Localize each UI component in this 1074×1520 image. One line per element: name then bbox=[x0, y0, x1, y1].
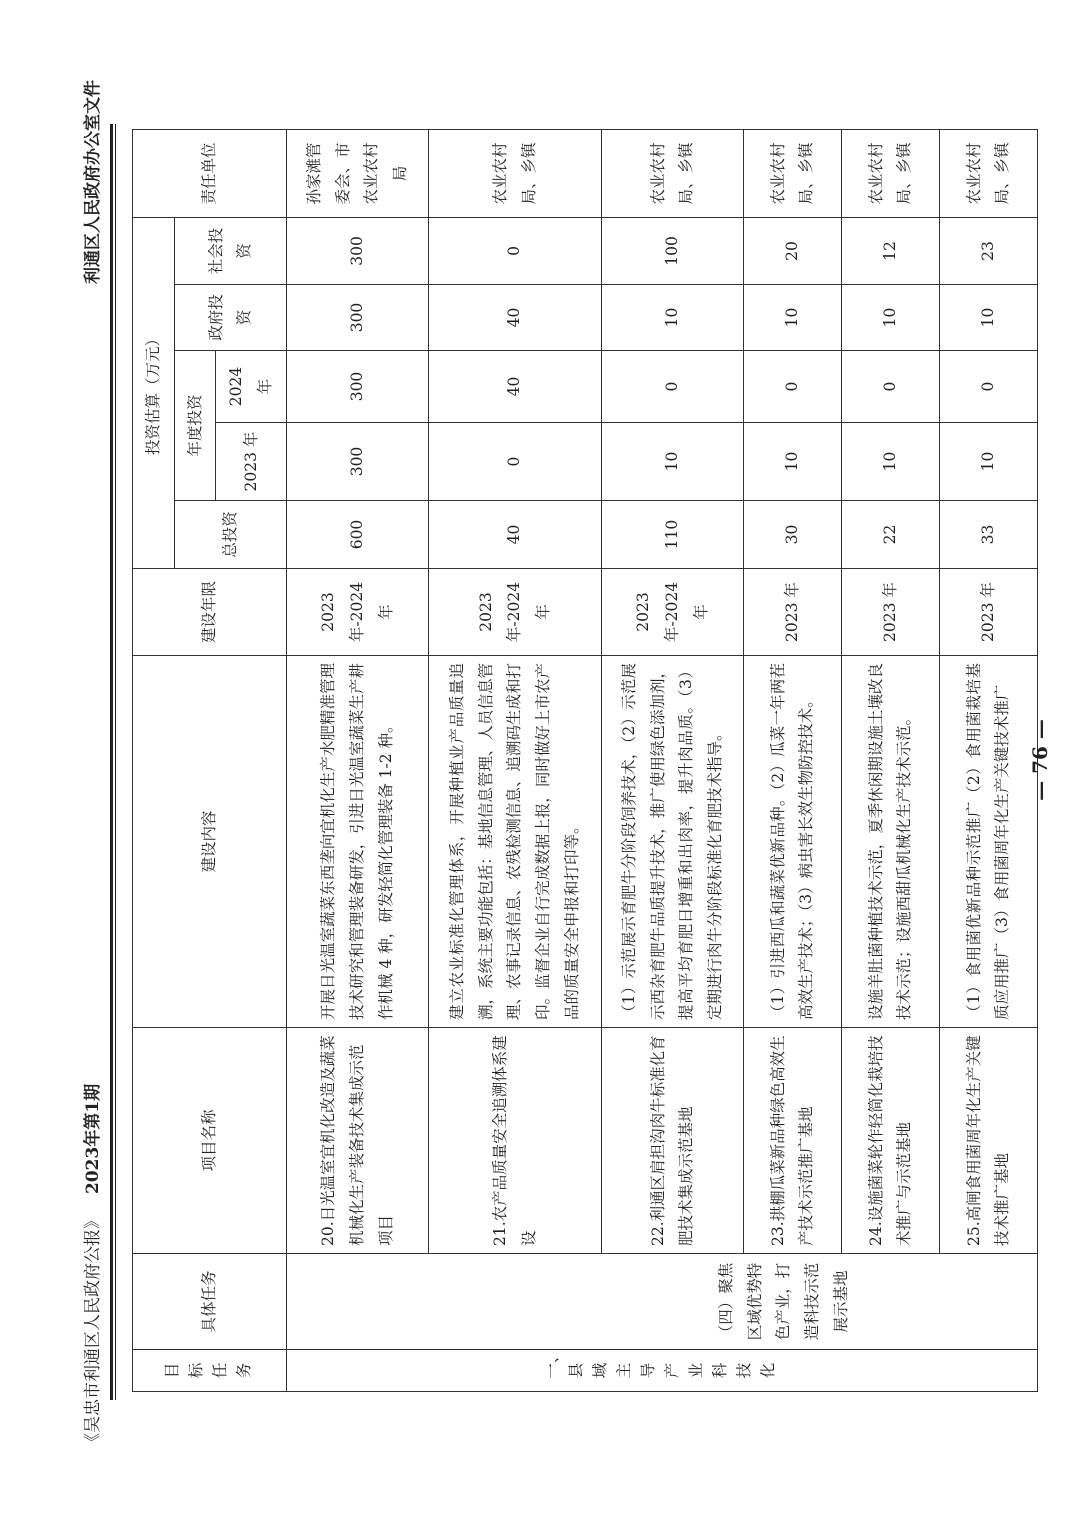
project-period: 2023 年-2024 年 bbox=[428, 569, 601, 656]
responsible-unit: 农业农村局、乡镇 bbox=[743, 129, 841, 217]
investment-2023: 0 bbox=[428, 423, 601, 501]
social-investment: 300 bbox=[286, 217, 428, 284]
project-content: 开展日光温室蔬菜东西垄向宜机化生产水肥精准管理技术研究和管理装备研发，引进日光温室蔬菜生产耕作机械 4 种，研发轻简化管理装备 1-2 种。 bbox=[286, 656, 428, 1028]
responsible-unit: 农业农村局、乡镇 bbox=[841, 129, 939, 217]
investment-2023: 10 bbox=[601, 423, 743, 501]
gov-investment: 10 bbox=[939, 285, 1037, 351]
issue-number: 2023年第1期 bbox=[83, 1083, 103, 1194]
header-2023: 2023 年 bbox=[216, 423, 286, 501]
responsible-unit: 农业农村局、乡镇 bbox=[428, 129, 601, 217]
target-cell: 一、县域主导产业科技化 bbox=[286, 1350, 1037, 1392]
project-table bbox=[132, 129, 1038, 1392]
investment-2024: 0 bbox=[939, 351, 1037, 423]
header-rule-thin bbox=[115, 124, 116, 1400]
social-investment: 12 bbox=[841, 217, 939, 284]
responsible-unit: 孙家滩管委会、市农业农村局 bbox=[286, 129, 428, 217]
investment-2024: 40 bbox=[428, 351, 601, 423]
header-unit: 责任单位 bbox=[133, 129, 287, 217]
header-gov: 政府投资 bbox=[174, 285, 286, 351]
project-content: （1）引进西瓜和蔬菜优新品种。（2）瓜菜一年两茬高效生产技术；（3）病虫害长效生物防控技术。 bbox=[743, 656, 841, 1028]
gov-investment: 10 bbox=[743, 285, 841, 351]
header-target: 目标任务 bbox=[133, 1350, 287, 1392]
gov-investment: 10 bbox=[601, 285, 743, 351]
investment-2024: 0 bbox=[841, 351, 939, 423]
project-period: 2023 年 bbox=[743, 569, 841, 656]
investment-2024: 0 bbox=[743, 351, 841, 423]
publication-name: 《吴忠市利通区人民政府公报》 bbox=[83, 1212, 103, 1450]
gov-investment: 10 bbox=[841, 285, 939, 351]
investment-2023: 10 bbox=[939, 423, 1037, 501]
header-investment: 投资估算（万元） bbox=[133, 217, 175, 568]
investment-2024: 0 bbox=[601, 351, 743, 423]
page-number: — 76 — bbox=[1028, 719, 1052, 801]
investment-2023: 300 bbox=[286, 423, 428, 501]
project-content: 建立农业标准化管理体系，开展种植业产品质量追溯，系统主要功能包括：基地信息管理、人员信息管理、农事记录信息、农残检测信息、追溯码生成和打印。监督企业自行完成数据上报，同时做好上市农产品的质量安全申报和打印等。 bbox=[428, 656, 601, 1028]
header-content: 建设内容 bbox=[133, 656, 287, 1028]
project-period: 2023 年 bbox=[841, 569, 939, 656]
gov-investment: 40 bbox=[428, 285, 601, 351]
project-name: 24.设施菌菜轮作轻简化栽培技术推广与示范基地 bbox=[841, 1028, 939, 1254]
social-investment: 23 bbox=[939, 217, 1037, 284]
page-header bbox=[78, 80, 104, 1450]
project-name: 25.高闸食用菌周年化生产关键技术推广基地 bbox=[939, 1028, 1037, 1254]
header-annual: 年度投资 bbox=[174, 351, 216, 501]
social-investment: 20 bbox=[743, 217, 841, 284]
header-2024: 2024 年 bbox=[216, 351, 286, 423]
table-row bbox=[841, 129, 939, 1391]
table-row bbox=[601, 129, 743, 1391]
header-period: 建设年限 bbox=[133, 569, 287, 656]
project-name: 23.拱棚瓜菜新品种绿色高效生产技术示范推广基地 bbox=[743, 1028, 841, 1254]
project-content: 设施羊肚菌种植技术示范，夏季休闲期设施土壤改良技术示范；设施西甜瓜机械化生产技术示范。 bbox=[841, 656, 939, 1028]
social-investment: 0 bbox=[428, 217, 601, 284]
total-investment: 40 bbox=[428, 501, 601, 569]
investment-2023: 10 bbox=[841, 423, 939, 501]
header-rule-thick bbox=[110, 124, 113, 1400]
header-name: 项目名称 bbox=[133, 1028, 287, 1254]
publication-title bbox=[78, 1084, 103, 1450]
total-investment: 22 bbox=[841, 501, 939, 569]
responsible-unit: 农业农村局、乡镇 bbox=[939, 129, 1037, 217]
table-row bbox=[428, 129, 601, 1391]
responsible-unit: 农业农村局、乡镇 bbox=[601, 129, 743, 217]
table-row bbox=[743, 129, 841, 1391]
table-row bbox=[286, 129, 428, 1391]
header-task: 具体任务 bbox=[133, 1254, 287, 1350]
project-name: 21.农产品质量安全追溯体系建设 bbox=[428, 1028, 601, 1254]
project-period: 2023 年-2024 年 bbox=[286, 569, 428, 656]
project-period: 2023 年 bbox=[939, 569, 1037, 656]
total-investment: 33 bbox=[939, 501, 1037, 569]
task-cell: （四）聚焦区域优势特色产业，打造科技示范展示基地 bbox=[286, 1254, 1037, 1350]
gov-investment: 300 bbox=[286, 285, 428, 351]
table-row bbox=[939, 129, 1037, 1391]
office-title: 利通区人民政府办公室文件 bbox=[83, 80, 103, 284]
header-total: 总投资 bbox=[174, 501, 286, 569]
header-social: 社会投资 bbox=[174, 217, 286, 284]
total-investment: 30 bbox=[743, 501, 841, 569]
total-investment: 600 bbox=[286, 501, 428, 569]
total-investment: 110 bbox=[601, 501, 743, 569]
project-content: （1）示范展示育肥牛分阶段饲养技术，（2）示范展示西杂育肥牛品质提升技术，推广使用绿色添加剂，提高平均育肥日增重和出肉率，提升肉品质。（3）定期进行肉牛分阶段标准化育肥技术指导。 bbox=[601, 656, 743, 1028]
project-content: （1）食用菌优新品种示范推广（2）食用菌栽培基质应用推广（3）食用菌周年化生产关键技术推广 bbox=[939, 656, 1037, 1028]
project-name: 20.日光温室宜机化改造及蔬菜机械化生产装备技术集成示范项目 bbox=[286, 1028, 428, 1254]
project-period: 2023 年-2024 年 bbox=[601, 569, 743, 656]
social-investment: 100 bbox=[601, 217, 743, 284]
investment-2024: 300 bbox=[286, 351, 428, 423]
investment-2023: 10 bbox=[743, 423, 841, 501]
project-name: 22.利通区肩担沟肉牛标准化育肥技术集成示范基地 bbox=[601, 1028, 743, 1254]
